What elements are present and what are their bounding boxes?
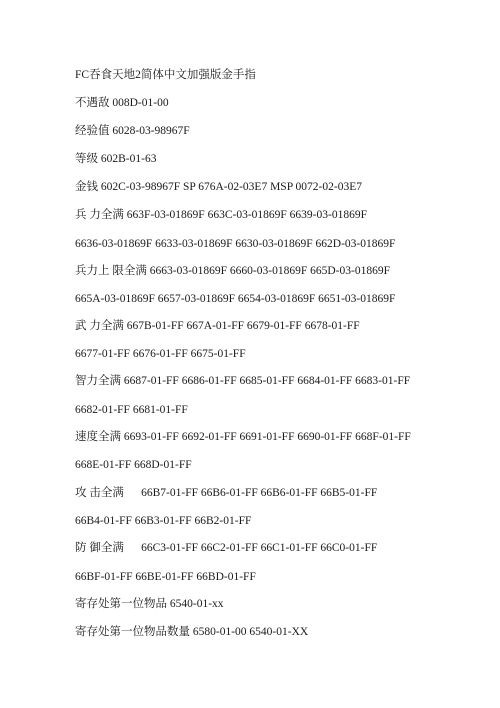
text-line-troops-max: 兵力上 限全满 6663-03-01869F 6660-03-01869F 665D-03-01869F [75,265,390,277]
text-line-force: 武 力全满 667B-01-FF 667A-01-FF 6679-01-FF 6678-01-FF [75,320,360,332]
text-line-defense: 防 御全满 66C3-01-FF 66C2-01-FF 66C1-01-FF 66C0-01-FF [75,542,378,554]
text-line-experience: 经验值 6028-03-98967F [75,125,190,137]
text-line-defense-cont: 66BF-01-FF 66BE-01-FF 66BD-01-FF [75,571,256,583]
text-line-force-cont: 6677-01-FF 6676-01-FF 6675-01-FF [75,348,246,360]
text-line-storage-item: 寄存处第一位物品 6540-01-xx [75,598,224,610]
text-line-attack: 攻 击全满 66B7-01-FF 66B6-01-FF 66B6-01-FF 66B5-01-FF [75,487,378,499]
text-line-troops-max-cont: 665A-03-01869F 6657-03-01869F 6654-03-01869F 6651-03-01869F [75,293,396,305]
document-title: FC吞食天地2简体中文加强版金手指 [75,69,256,81]
text-line-speed: 速度全满 6693-01-FF 6692-01-FF 6691-01-FF 6690-01-FF 668F-01-FF [75,431,411,443]
text-line-intellect-cont: 6682-01-FF 6681-01-FF [75,404,188,416]
text-line-storage-quantity: 寄存处第一位物品数量 6580-01-00 6540-01-XX [75,626,309,638]
text-line-intellect: 智力全满 6687-01-FF 6686-01-FF 6685-01-FF 6684-01-FF 6683-01-FF [75,375,411,387]
text-line-attack-cont: 66B4-01-FF 66B3-01-FF 66B2-01-FF [75,515,252,527]
text-line-troops-full-cont: 6636-03-01869F 6633-03-01869F 6630-03-01869F 662D-03-01869F [75,238,396,250]
text-line-level: 等级 602B-01-63 [75,153,157,165]
text-line-speed-cont: 668E-01-FF 668D-01-FF [75,459,192,471]
text-line-money: 金钱 602C-03-98967F SP 676A-02-03E7 MSP 0072-02-03E7 [75,181,362,193]
text-line-no-encounter: 不遇敌 008D-01-00 [75,97,169,109]
text-line-troops-full: 兵 力全满 663F-03-01869F 663C-03-01869F 6639-03-01869F [75,209,367,221]
